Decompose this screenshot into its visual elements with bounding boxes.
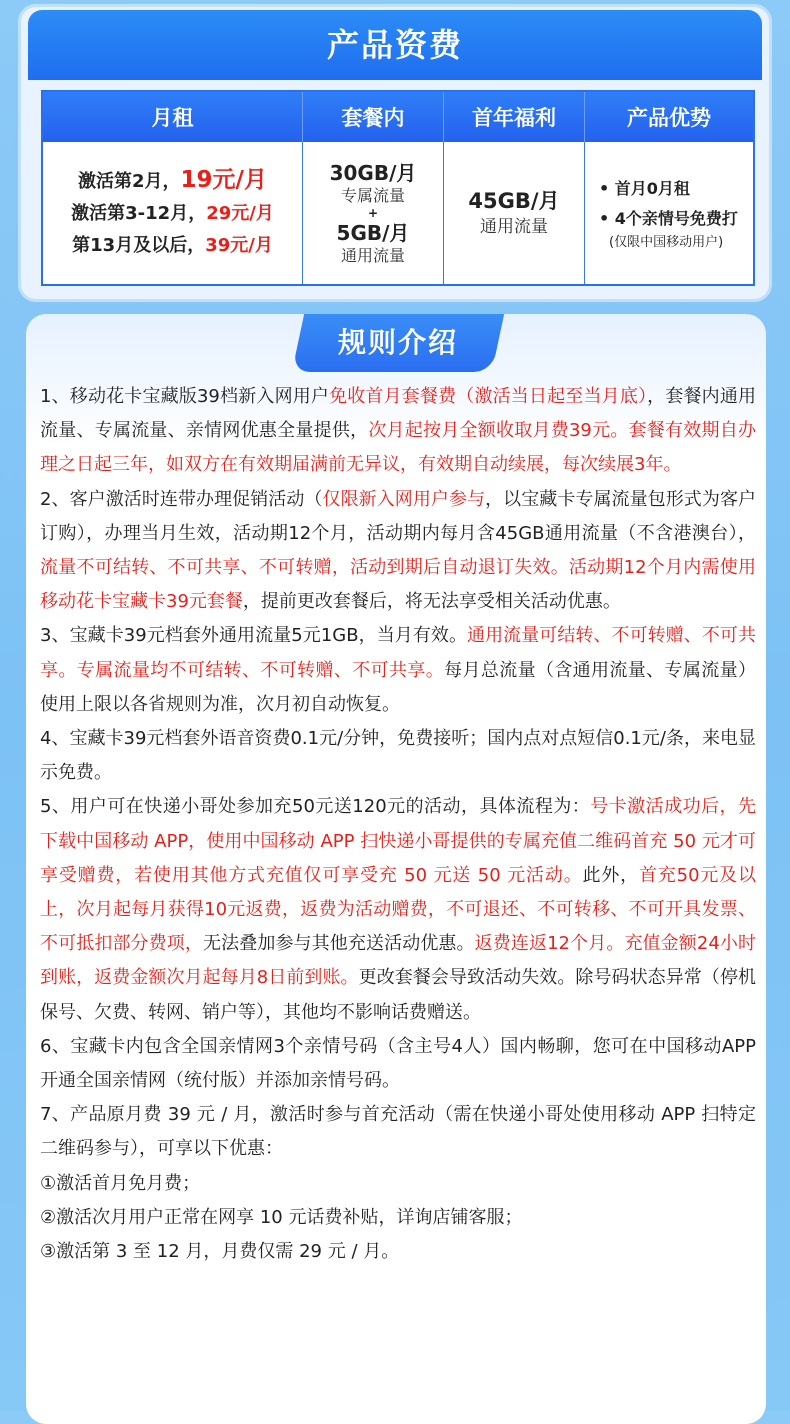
general-data-label: 通用流量 (340, 246, 405, 265)
rule-5-text-d: 更改套餐会导致活动失效。除号码状态异常（停机保号、欠费、转网、销户等），其他均不影响话费赠送。 (40, 967, 757, 1023)
header-package: 套餐内 (303, 91, 444, 142)
rule-3-highlight: 通用流量可结转、不可转赠、不可共享。专属流量均不可结转、不可转赠、不可共享。 (40, 625, 756, 681)
rent-line-2-label: 激活第3-12月， (71, 203, 207, 224)
advantages-cell (585, 142, 755, 285)
pricing-header-row (42, 91, 754, 142)
advantage-item-2: • 4个亲情号免费打 (599, 209, 738, 228)
dedicated-data-label: 专属流量 (340, 186, 405, 205)
rule-3 (40, 619, 756, 722)
advantage-item-1: • 首月0月租 (599, 179, 690, 198)
advantage-item-2-note: (仅限中国移动用户) (609, 235, 724, 250)
package-cell (303, 142, 444, 285)
rule-2-highlight-a: 仅限新入网用户参与 (322, 488, 486, 510)
rule-2-text-b: ，以宝藏卡专属流量包形式为客户订购），办理当月生效，活动期12个月，活动期内每月含45GB通用流量（不含港澳台）， (40, 488, 757, 544)
rule-2 (40, 483, 756, 620)
rent-line-3 (43, 230, 302, 262)
plus-icon: + (367, 206, 379, 220)
pricing-title: 产品资费 (28, 10, 762, 80)
rule-7-item-1: ①激活首月免月费； (40, 1172, 201, 1194)
first-year-label: 通用流量 (480, 217, 548, 237)
first-year-cell (444, 142, 585, 285)
rule-2-highlight-b: 流量不可结转、不可共享、不可转赠，活动到期后自动退订失效。活动期12个月内需使用移动花卡宝藏卡39元套餐 (40, 557, 756, 613)
rules-title-badge (292, 314, 504, 372)
rent-line-3-price: 39元/月 (205, 235, 273, 256)
rent-line-1 (43, 164, 302, 198)
rule-7-item-3: ③激活第 3 至 12 月，月费仅需 29 元 / 月。 (40, 1241, 400, 1263)
rent-cell (42, 142, 303, 285)
rules-card (26, 314, 766, 1424)
rule-1-text-a: 1、移动花卡宝藏版39档新入网用户 (40, 386, 330, 407)
rent-line-1-price: 19元/月 (180, 167, 267, 193)
rent-line-2 (43, 198, 302, 230)
general-data-amount: 5GB/月 (336, 221, 410, 245)
rule-4: 4、宝藏卡39元档套外语音资费0.1元/分钟，免费接听；国内点对点短信0.1元/条，来电显示免费。 (40, 728, 756, 784)
header-first-year: 首年福利 (444, 91, 585, 142)
rule-5-highlight-b: 首充50元及以上，次月起每月获得10元返费，返费为活动赠费，不可退还、不可转移、不可开具发票、不可抵扣部分费项， (40, 864, 756, 955)
rules-title: 规则介绍 (337, 326, 458, 359)
rule-1-text-b: ，套餐内通用流量、专属流量、亲情网优惠全量提供， (40, 386, 757, 442)
rules-body (40, 380, 756, 1269)
dedicated-data-amount: 30GB/月 (329, 161, 417, 185)
header-advantages: 产品优势 (585, 91, 755, 142)
first-year-amount: 45GB/月 (468, 189, 560, 213)
rule-1-highlight-a: 免收首月套餐费（激活当日起至当月底） (329, 386, 648, 407)
rule-2-text-c: ，提前更改套餐后，将无法享受相关活动优惠。 (242, 591, 621, 613)
pricing-value-row (42, 142, 754, 285)
rule-5-text-c: 无法叠加参与其他充送活动优惠。 (203, 933, 475, 955)
rule-2-text-a: 2、客户激活时连带办理促销活动（ (40, 488, 323, 510)
rent-line-2-price: 29元/月 (206, 203, 274, 224)
rule-3-text-b: 每月总流量（含通用流量、专属流量）使用上限以各省规则为准，次月初自动恢复。 (40, 659, 757, 715)
rule-1 (40, 380, 756, 483)
rule-5-text-b: 此外， (582, 864, 639, 886)
pricing-table (41, 90, 755, 286)
rule-5-text-a: 5、用户可在快递小哥处参加充50元送120元的活动，具体流程为： (40, 796, 591, 818)
rule-5-highlight-a: 号卡激活成功后，先下载中国移动 APP，使用中国移动 APP 扫快递小哥提供的专属充值二维码首充 50 元才可享受赠费，若使用其他方式充值仅可享受充 50 元送 50 元活动。 (40, 796, 757, 886)
rule-5 (40, 790, 756, 1029)
rule-1-highlight-b: 次月起按月全额收取月费39元。套餐有效期自办理之日起三年，如双方在有效期届满前无异议，有效期自动续展，每次续展3年。 (40, 420, 757, 476)
rent-line-1-label: 激活第2月， (78, 171, 181, 192)
pricing-card (18, 4, 772, 302)
rule-3-text-a: 3、宝藏卡39元档套外通用流量5元1GB，当月有效。 (40, 625, 468, 647)
header-monthly-rent: 月租 (42, 91, 303, 142)
rule-5-highlight-c: 返费连返12个月。充值金额24小时到账，返费金额次月起每月8日前到账。 (40, 933, 757, 989)
rule-7: 7、产品原月费 39 元 / 月，激活时参与首充活动（需在快递小哥处使用移动 APP 扫特定二维码参与），可享以下优惠： (40, 1104, 756, 1160)
rule-6: 6、宝藏卡内包含全国亲情网3个亲情号码（含主号4人）国内畅聊，您可在中国移动APP开通全国亲情网（统付版）并添加亲情号码。 (40, 1035, 756, 1092)
rule-7-item-2: ②激活次月用户正常在网享 10 元话费补贴，详询店铺客服； (40, 1206, 523, 1228)
rent-line-3-label: 第13月及以后， (72, 235, 206, 256)
